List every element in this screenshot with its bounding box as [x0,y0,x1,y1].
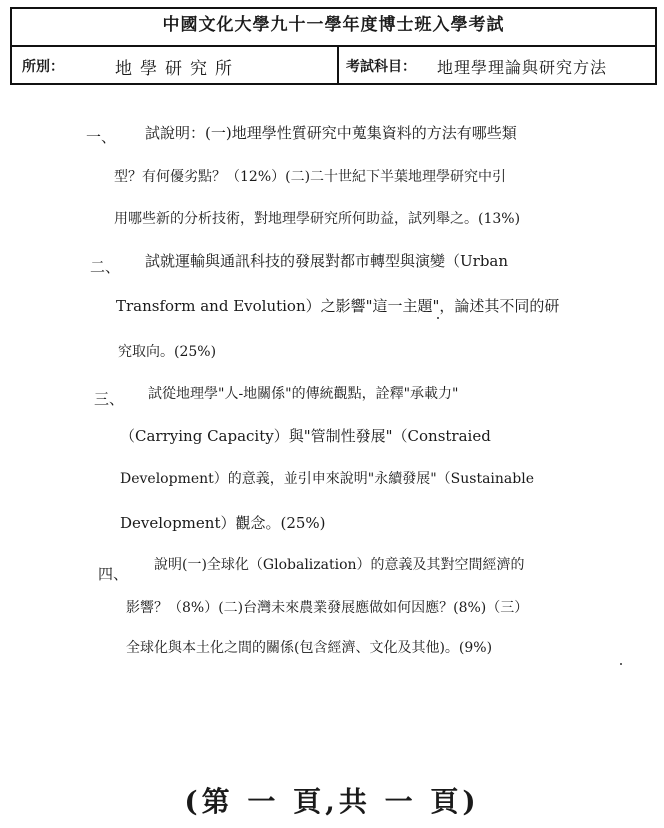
question-2-line-2: Transform and Evolution）之影響"這一主題"，論述其不同的研 [116,297,560,315]
exam-title: 中國文化大學九十一學年度博士班入學考試 [12,9,655,47]
page-number-footer: (第 一 頁,共 一 頁) [184,785,480,818]
question-4-number: 四、 [98,565,129,583]
question-1-line-2: 型？有何優劣點？（12%）(二)二十世紀下半葉地理學研究中引 [114,169,507,185]
question-3-number: 三、 [94,390,125,408]
header-divider [337,45,339,83]
question-3-line-3: Development）的意義，並引申來說明"永續發展"（Sustainable [120,471,534,487]
question-3-line-4: Development）觀念。(25%) [120,514,326,532]
exam-header-table [10,7,657,85]
scan-speck [620,663,622,665]
question-2-line-1: 試就運輸與通訊科技的發展對都市轉型與演變（Urban [145,252,509,270]
question-4-line-3: 全球化與本土化之間的關係(包含經濟、文化及其他)。(9%) [126,640,493,656]
subject-label: 考試科目： [346,59,416,75]
question-2-number: 二、 [90,258,121,276]
question-4-line-2: 影響？（8%）(二)台灣未來農業發展應做如何因應？(8%)（三） [126,600,529,616]
question-4-line-1: 說明(一)全球化（Globalization）的意義及其對空間經濟的 [154,557,525,573]
department-value: 地學研究所 [115,59,240,79]
question-3-line-2: （Carrying Capacity）與"管制性發展"（Constraied [120,427,491,445]
question-1-number: 一、 [86,128,117,146]
department-label: 所別： [22,59,64,75]
question-1-line-3: 用哪些新的分析技術，對地理學研究所何助益，試列舉之。(13%) [114,211,521,227]
question-3-line-1: 試從地理學"人-地關係"的傳統觀點，詮釋"承載力" [148,386,459,402]
question-2-line-3: 究取向。(25%) [118,344,217,360]
subject-value: 地理學理論與研究方法 [437,58,608,77]
question-1-line-1: 試說明：(一)地理學性質研究中蒐集資料的方法有哪些類 [145,124,517,142]
scan-speck [437,317,439,319]
